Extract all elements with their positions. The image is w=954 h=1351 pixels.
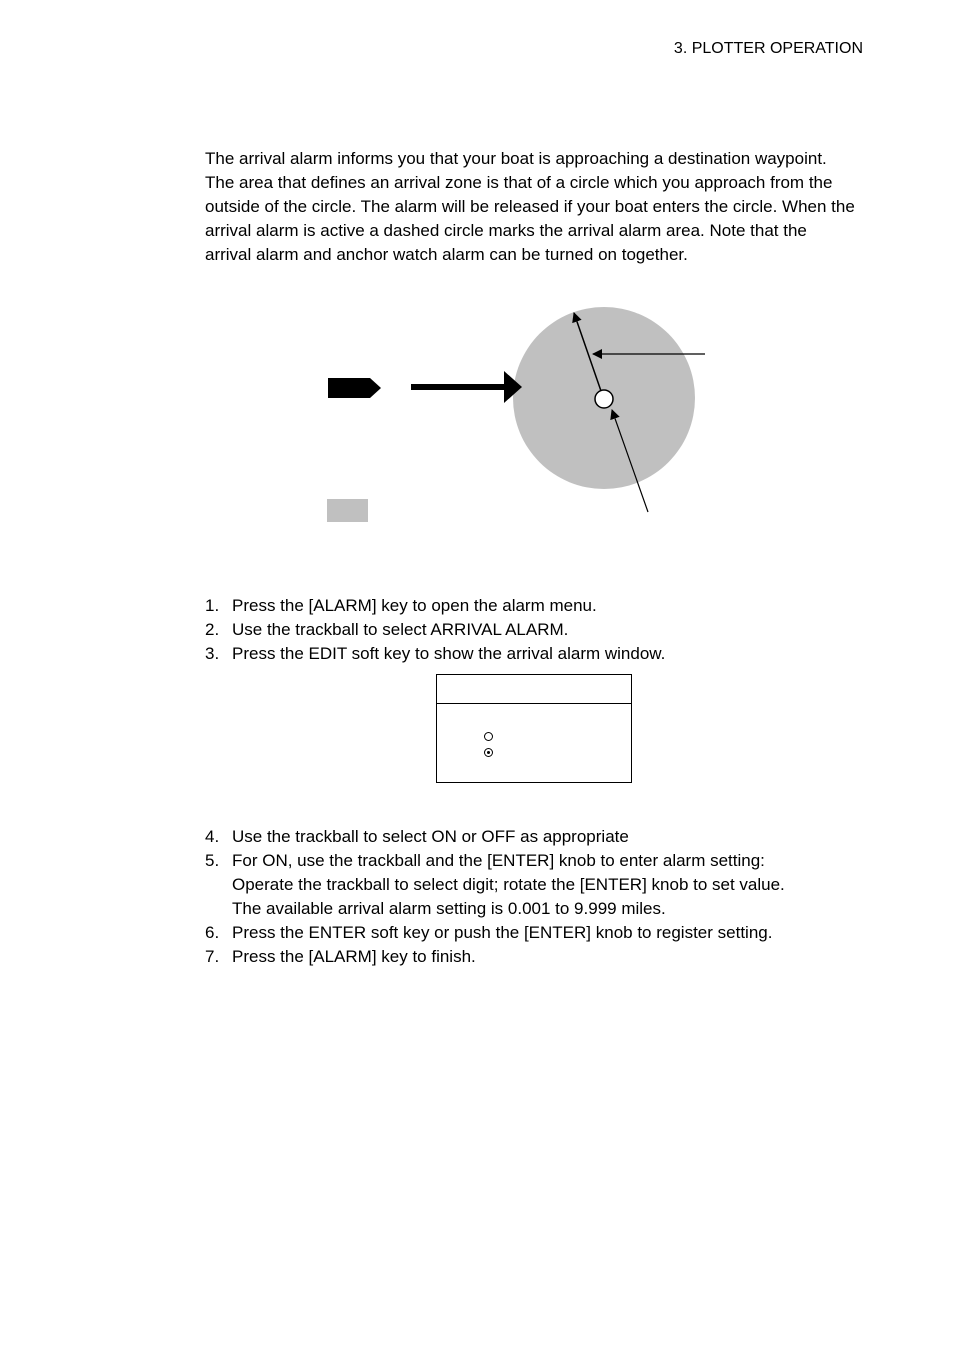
window-title-bar xyxy=(437,675,631,704)
radio-on-option[interactable] xyxy=(484,748,493,757)
step-item xyxy=(205,849,855,921)
radius-arrow-icon xyxy=(574,313,601,391)
step-item xyxy=(205,921,855,945)
step-number: 7. xyxy=(205,947,220,966)
waypoint-icon xyxy=(595,390,613,408)
step-subtext: The available arrival alarm setting is 0.001 to 9.999 miles. xyxy=(232,899,666,918)
steps-list-1 xyxy=(205,594,855,666)
step-text: Press the EDIT soft key to show the arrival alarm window. xyxy=(232,644,666,663)
step-item xyxy=(205,618,855,642)
step-number: 2. xyxy=(205,620,220,639)
step-text: Press the [ALARM] key to finish. xyxy=(232,947,476,966)
step-number: 4. xyxy=(205,827,220,846)
step-item xyxy=(205,825,855,849)
waypoint-pointer-arrow xyxy=(612,410,648,512)
arrival-zone-circle xyxy=(513,307,695,489)
intro-paragraph: The arrival alarm informs you that your boat is approaching a destination waypoint. The area that defines an arrival zone is that of a circle which you approach from the outside of the circle. The alarm will be released if your boat enters the circle. When the arrival alarm is active a dashed circle marks the arrival alarm area. Note that the arrival alarm and anchor watch alarm can be turned on together. xyxy=(205,149,855,264)
arrival-alarm-window xyxy=(436,674,632,783)
step-number: 1. xyxy=(205,596,220,615)
step-item xyxy=(205,642,855,666)
boat-icon xyxy=(328,378,381,398)
step-item xyxy=(205,594,855,618)
step-text: Use the trackball to select ARRIVAL ALARM. xyxy=(232,620,569,639)
steps-list-2 xyxy=(205,825,855,969)
step-text: Press the ENTER soft key or push the [ENTER] knob to register setting. xyxy=(232,923,773,942)
step-item xyxy=(205,945,855,969)
step-subtext: Operate the trackball to select digit; rotate the [ENTER] knob to set value. xyxy=(232,875,785,894)
step-text: For ON, use the trackball and the [ENTER] knob to enter alarm setting: xyxy=(232,851,765,870)
legend-swatch xyxy=(327,499,368,522)
heading-arrow-icon xyxy=(411,371,522,403)
step-number: 3. xyxy=(205,644,220,663)
step-text: Press the [ALARM] key to open the alarm menu. xyxy=(232,596,597,615)
step-number: 5. xyxy=(205,851,220,870)
step-number: 6. xyxy=(205,923,220,942)
step-text-block xyxy=(232,849,855,921)
radio-off-option[interactable] xyxy=(484,732,493,741)
running-header: 3. PLOTTER OPERATION xyxy=(673,40,863,57)
step-text: Use the trackball to select ON or OFF as appropriate xyxy=(232,827,629,846)
